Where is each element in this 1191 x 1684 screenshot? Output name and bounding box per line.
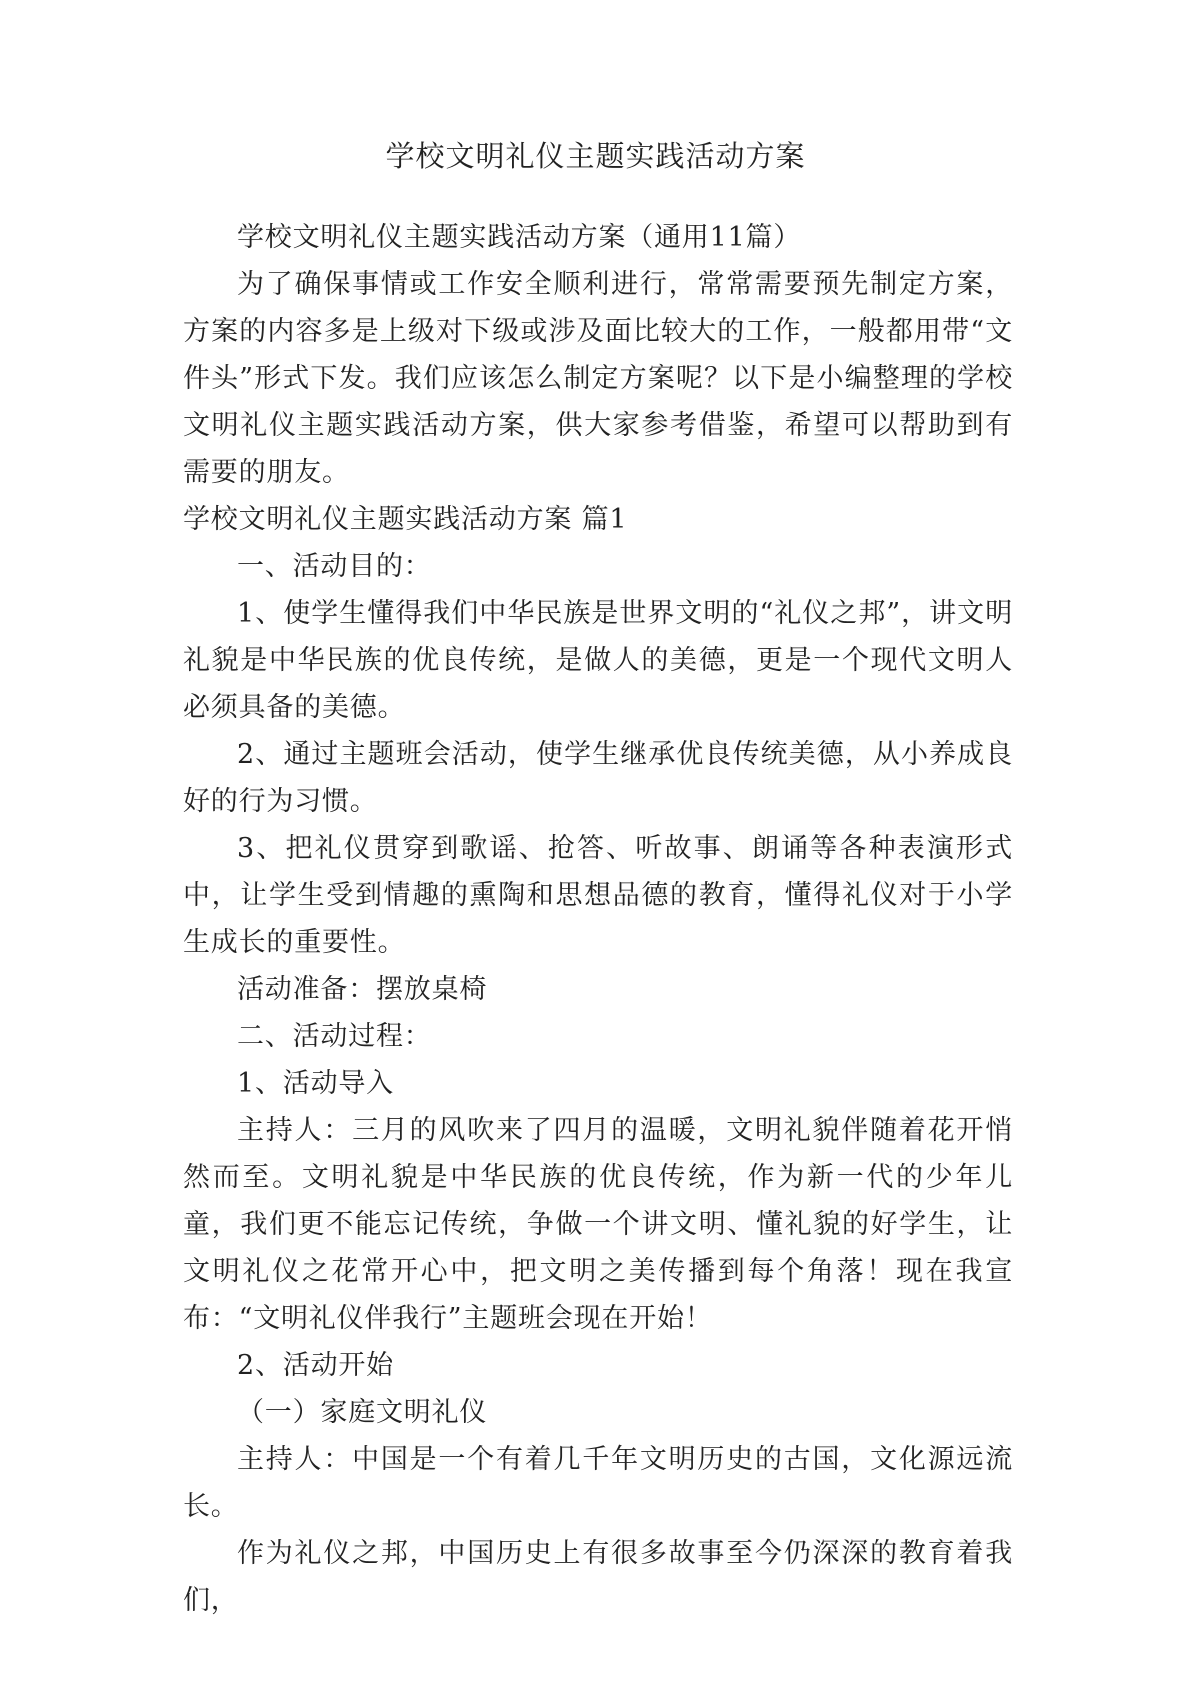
paragraph-host-opening: 主持人：三月的风吹来了四月的温暖，文明礼貌伴随着花开悄然而至。文明礼貌是中华民族的优良传统，作为新一代的少年儿童，我们更不能忘记传统，争做一个讲文明、懂礼貌的好学生，让文明礼仪之花常开心中，把文明之美传播到每个角落！现在我宣布：“文明礼仪伴我行”主题班会现在开始！ bbox=[183, 1115, 1013, 1334]
paragraph-intro: 为了确保事情或工作安全顺利进行，常常需要预先制定方案，方案的内容多是上级对下级或涉及面比较大的工作，一般都用带“文件头”形式下发。我们应该怎么制定方案呢？以下是小编整理的学校文明礼仪主题实践活动方案，供大家参考借鉴，希望可以帮助到有需要的朋友。 bbox=[183, 269, 1013, 488]
paragraph-preparation: 活动准备：摆放桌椅 bbox=[237, 974, 488, 1005]
list-item-goal-2: 2、通过主题班会活动，使学生继承优良传统美德，从小养成良好的行为习惯。 bbox=[183, 739, 1013, 817]
subheading-family-etiquette: （一）家庭文明礼仪 bbox=[237, 1397, 488, 1428]
section-heading: 学校文明礼仪主题实践活动方案 篇1 bbox=[183, 504, 628, 535]
paragraph-subtitle: 学校文明礼仪主题实践活动方案（通用11篇） bbox=[237, 222, 802, 253]
heading-activity-goal: 一、活动目的： bbox=[237, 551, 432, 582]
paragraph-continued: 作为礼仪之邦，中国历史上有很多故事至今仍深深的教育着我们， bbox=[183, 1538, 1013, 1616]
list-item-goal-1: 1、使学生懂得我们中华民族是世界文明的“礼仪之邦”，讲文明礼貌是中华民族的优良传统，是做人的美德，更是一个现代文明人必须具备的美德。 bbox=[183, 598, 1013, 723]
heading-activity-process: 二、活动过程： bbox=[237, 1021, 432, 1052]
paragraph-host-history: 主持人：中国是一个有着几千年文明历史的古国，文化源远流长。 bbox=[183, 1444, 1013, 1522]
list-item-process-1: 1、活动导入 bbox=[237, 1068, 394, 1099]
document-body bbox=[183, 214, 1013, 1624]
document-title: 学校文明礼仪主题实践活动方案 bbox=[385, 139, 806, 173]
list-item-goal-3: 3、把礼仪贯穿到歌谣、抢答、听故事、朗诵等各种表演形式中，让学生受到情趣的熏陶和思想品德的教育，懂得礼仪对于小学生成长的重要性。 bbox=[183, 833, 1013, 958]
list-item-process-2: 2、活动开始 bbox=[237, 1350, 394, 1381]
